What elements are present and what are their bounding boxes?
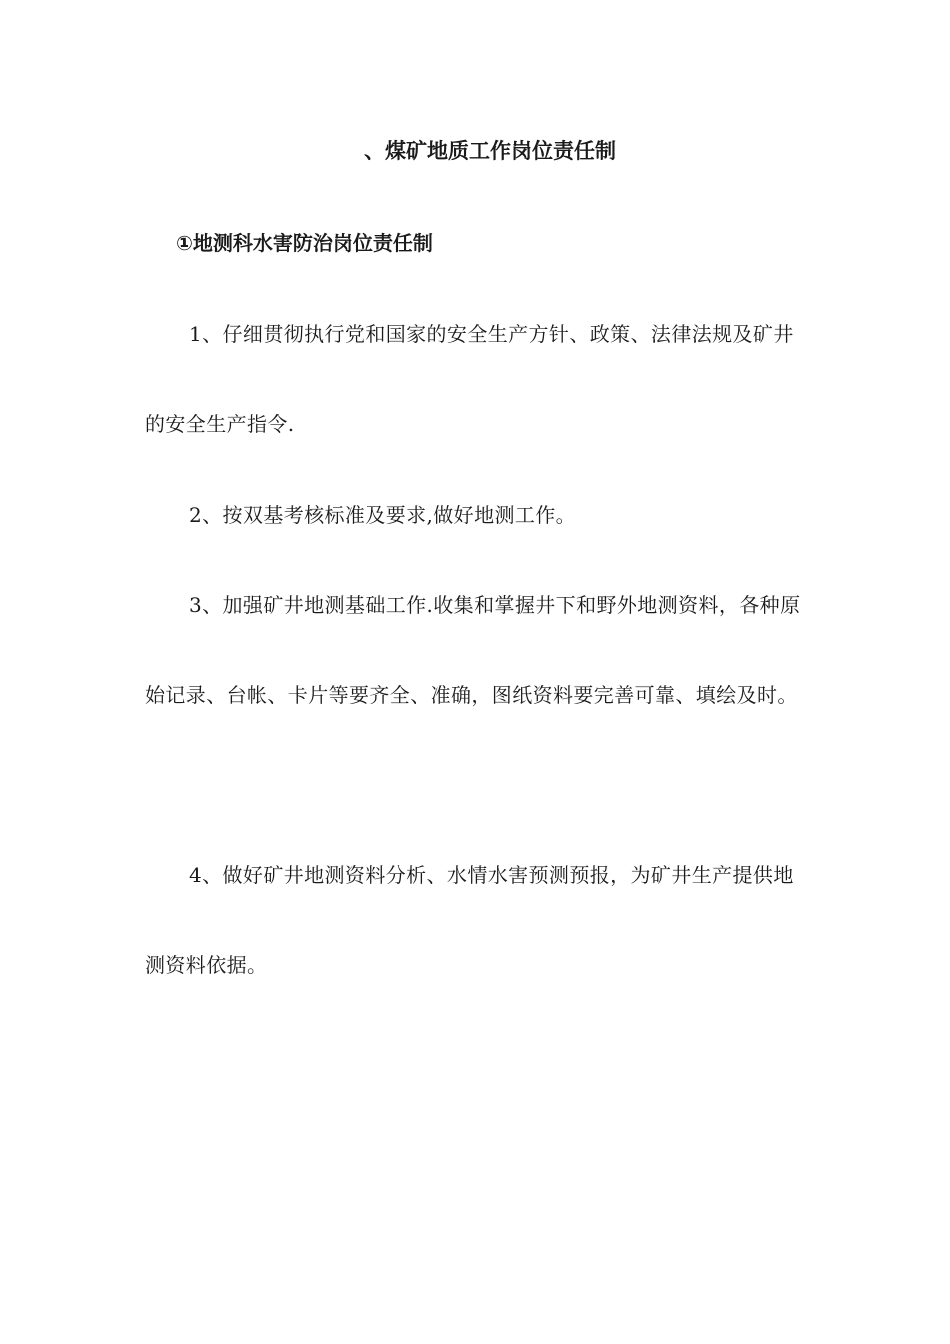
- document-title: 、煤矿地质工作岗位责任制: [364, 139, 616, 163]
- paragraph-2: 2、按双基考核标准及要求,做好地测工作。: [189, 503, 577, 527]
- paragraph-3: 3、加强矿井地测基础工作.收集和掌握井下和野外地测资料，各种原始记录、台帐、卡片等要齐全、准确，图纸资料要完善可靠、填绘及时。: [145, 593, 801, 707]
- paragraph-1: 1、仔细贯彻执行党和国家的安全生产方针、政策、法律法规及矿井的安全生产指令.: [145, 322, 794, 436]
- section-heading: ①地测科水害防治岗位责任制: [176, 231, 433, 255]
- paragraph-4: 4、做好矿井地测资料分析、水情水害预测预报，为矿井生产提供地测资料依据。: [145, 863, 794, 977]
